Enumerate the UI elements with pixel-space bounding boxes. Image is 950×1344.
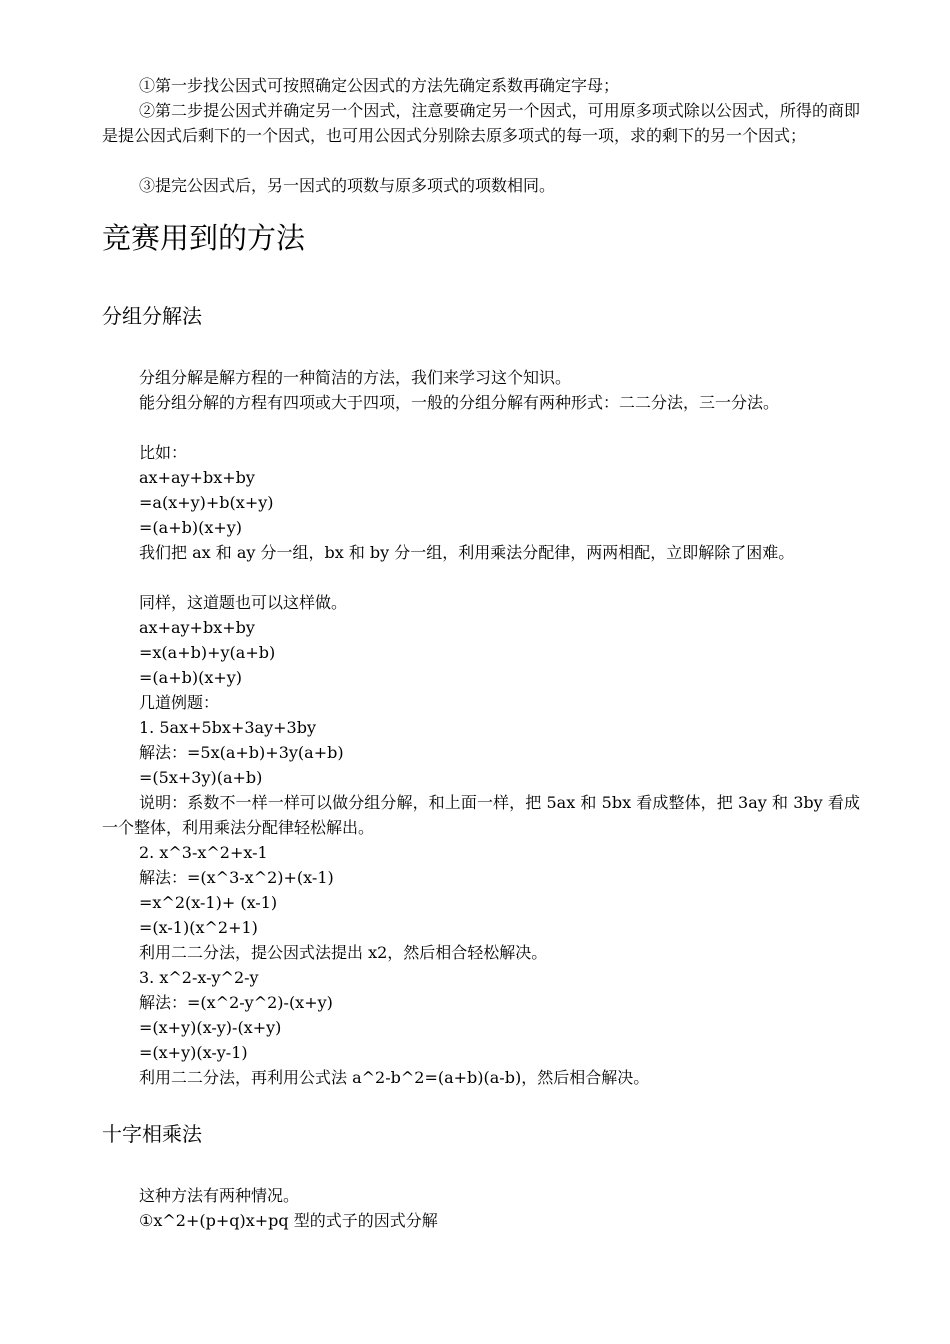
cross-paragraph-1: 这种方法有两种情况。 (139, 1186, 300, 1205)
question-2-line-1: 2. x^3-x^2+x-1 (139, 843, 268, 862)
question-3-line-1: 3. x^2-x-y^2-y (139, 968, 259, 987)
cross-paragraph-2: ①x^2+(p+q)x+pq 型的式子的因式分解 (139, 1211, 438, 1230)
intro-step-3: ③提完公因式后，另一因式的项数与原多项式的项数相同。 (139, 176, 556, 195)
question-2-line-2: 解法：=(x^3-x^2)+(x-1) (139, 868, 334, 887)
example-1-line-1: ax+ay+bx+by (139, 468, 255, 487)
grouping-paragraph-4: 同样，这道题也可以这样做。 (139, 593, 348, 612)
question-2-line-3: =x^2(x-1)+ (x-1) (139, 893, 278, 912)
question-3-line-2: 解法：=(x^2-y^2)-(x+y) (139, 993, 333, 1012)
intro-step-2: ②第二步提公因式并确定另一个因式，注意要确定另一个因式，可用原多项式除以公因式，所得的商即是提公因式后剩下的一个因式，也可用公因式分别除去原多项式的每一项，求的剩下的另一个因式； (102, 101, 860, 145)
intro-step-1: ①第一步找公因式可按照确定公因式的方法先确定系数再确定字母； (139, 76, 620, 95)
question-1-line-3: =(5x+3y)(a+b) (139, 768, 263, 787)
grouping-heading: 分组分解法 (102, 304, 202, 328)
section-title: 竞赛用到的方法 (102, 221, 306, 255)
grouping-paragraph-3: 我们把 ax 和 ay 分一组，bx 和 by 分一组，利用乘法分配律，两两相配，立即解除了困难。 (139, 543, 795, 562)
question-3-note: 利用二二分法，再利用公式法 a^2-b^2=(a+b)(a-b)，然后相合解决。 (139, 1068, 650, 1087)
question-3-line-4: =(x+y)(x-y-1) (139, 1043, 248, 1062)
example-1-line-3: =(a+b)(x+y) (139, 518, 243, 537)
example-2-line-3: =(a+b)(x+y) (139, 668, 243, 687)
example-1-line-2: =a(x+y)+b(x+y) (139, 493, 274, 512)
question-3-line-3: =(x+y)(x-y)-(x+y) (139, 1018, 282, 1037)
example-2-line-1: ax+ay+bx+by (139, 618, 255, 637)
example-2-line-2: =x(a+b)+y(a+b) (139, 643, 276, 662)
question-1-line-2: 解法：=5x(a+b)+3y(a+b) (139, 743, 344, 762)
example-label: 比如： (139, 443, 188, 462)
examples-label: 几道例题： (139, 693, 220, 712)
question-1-line-1: 1. 5ax+5bx+3ay+3by (139, 718, 316, 737)
question-1-note: 说明：系数不一样一样可以做分组分解，和上面一样，把 5ax 和 5bx 看成整体，把 3ay 和 3by 看成一个整体，利用乘法分配律轻松解出。 (102, 793, 860, 837)
grouping-paragraph-2: 能分组分解的方程有四项或大于四项，一般的分组分解有两种形式：二二分法，三一分法。 (139, 393, 780, 412)
grouping-paragraph-1: 分组分解是解方程的一种简洁的方法，我们来学习这个知识。 (139, 368, 572, 387)
question-2-note: 利用二二分法，提公因式法提出 x2，然后相合轻松解决。 (139, 943, 548, 962)
cross-heading: 十字相乘法 (102, 1122, 202, 1146)
question-2-line-4: =(x-1)(x^2+1) (139, 918, 258, 937)
